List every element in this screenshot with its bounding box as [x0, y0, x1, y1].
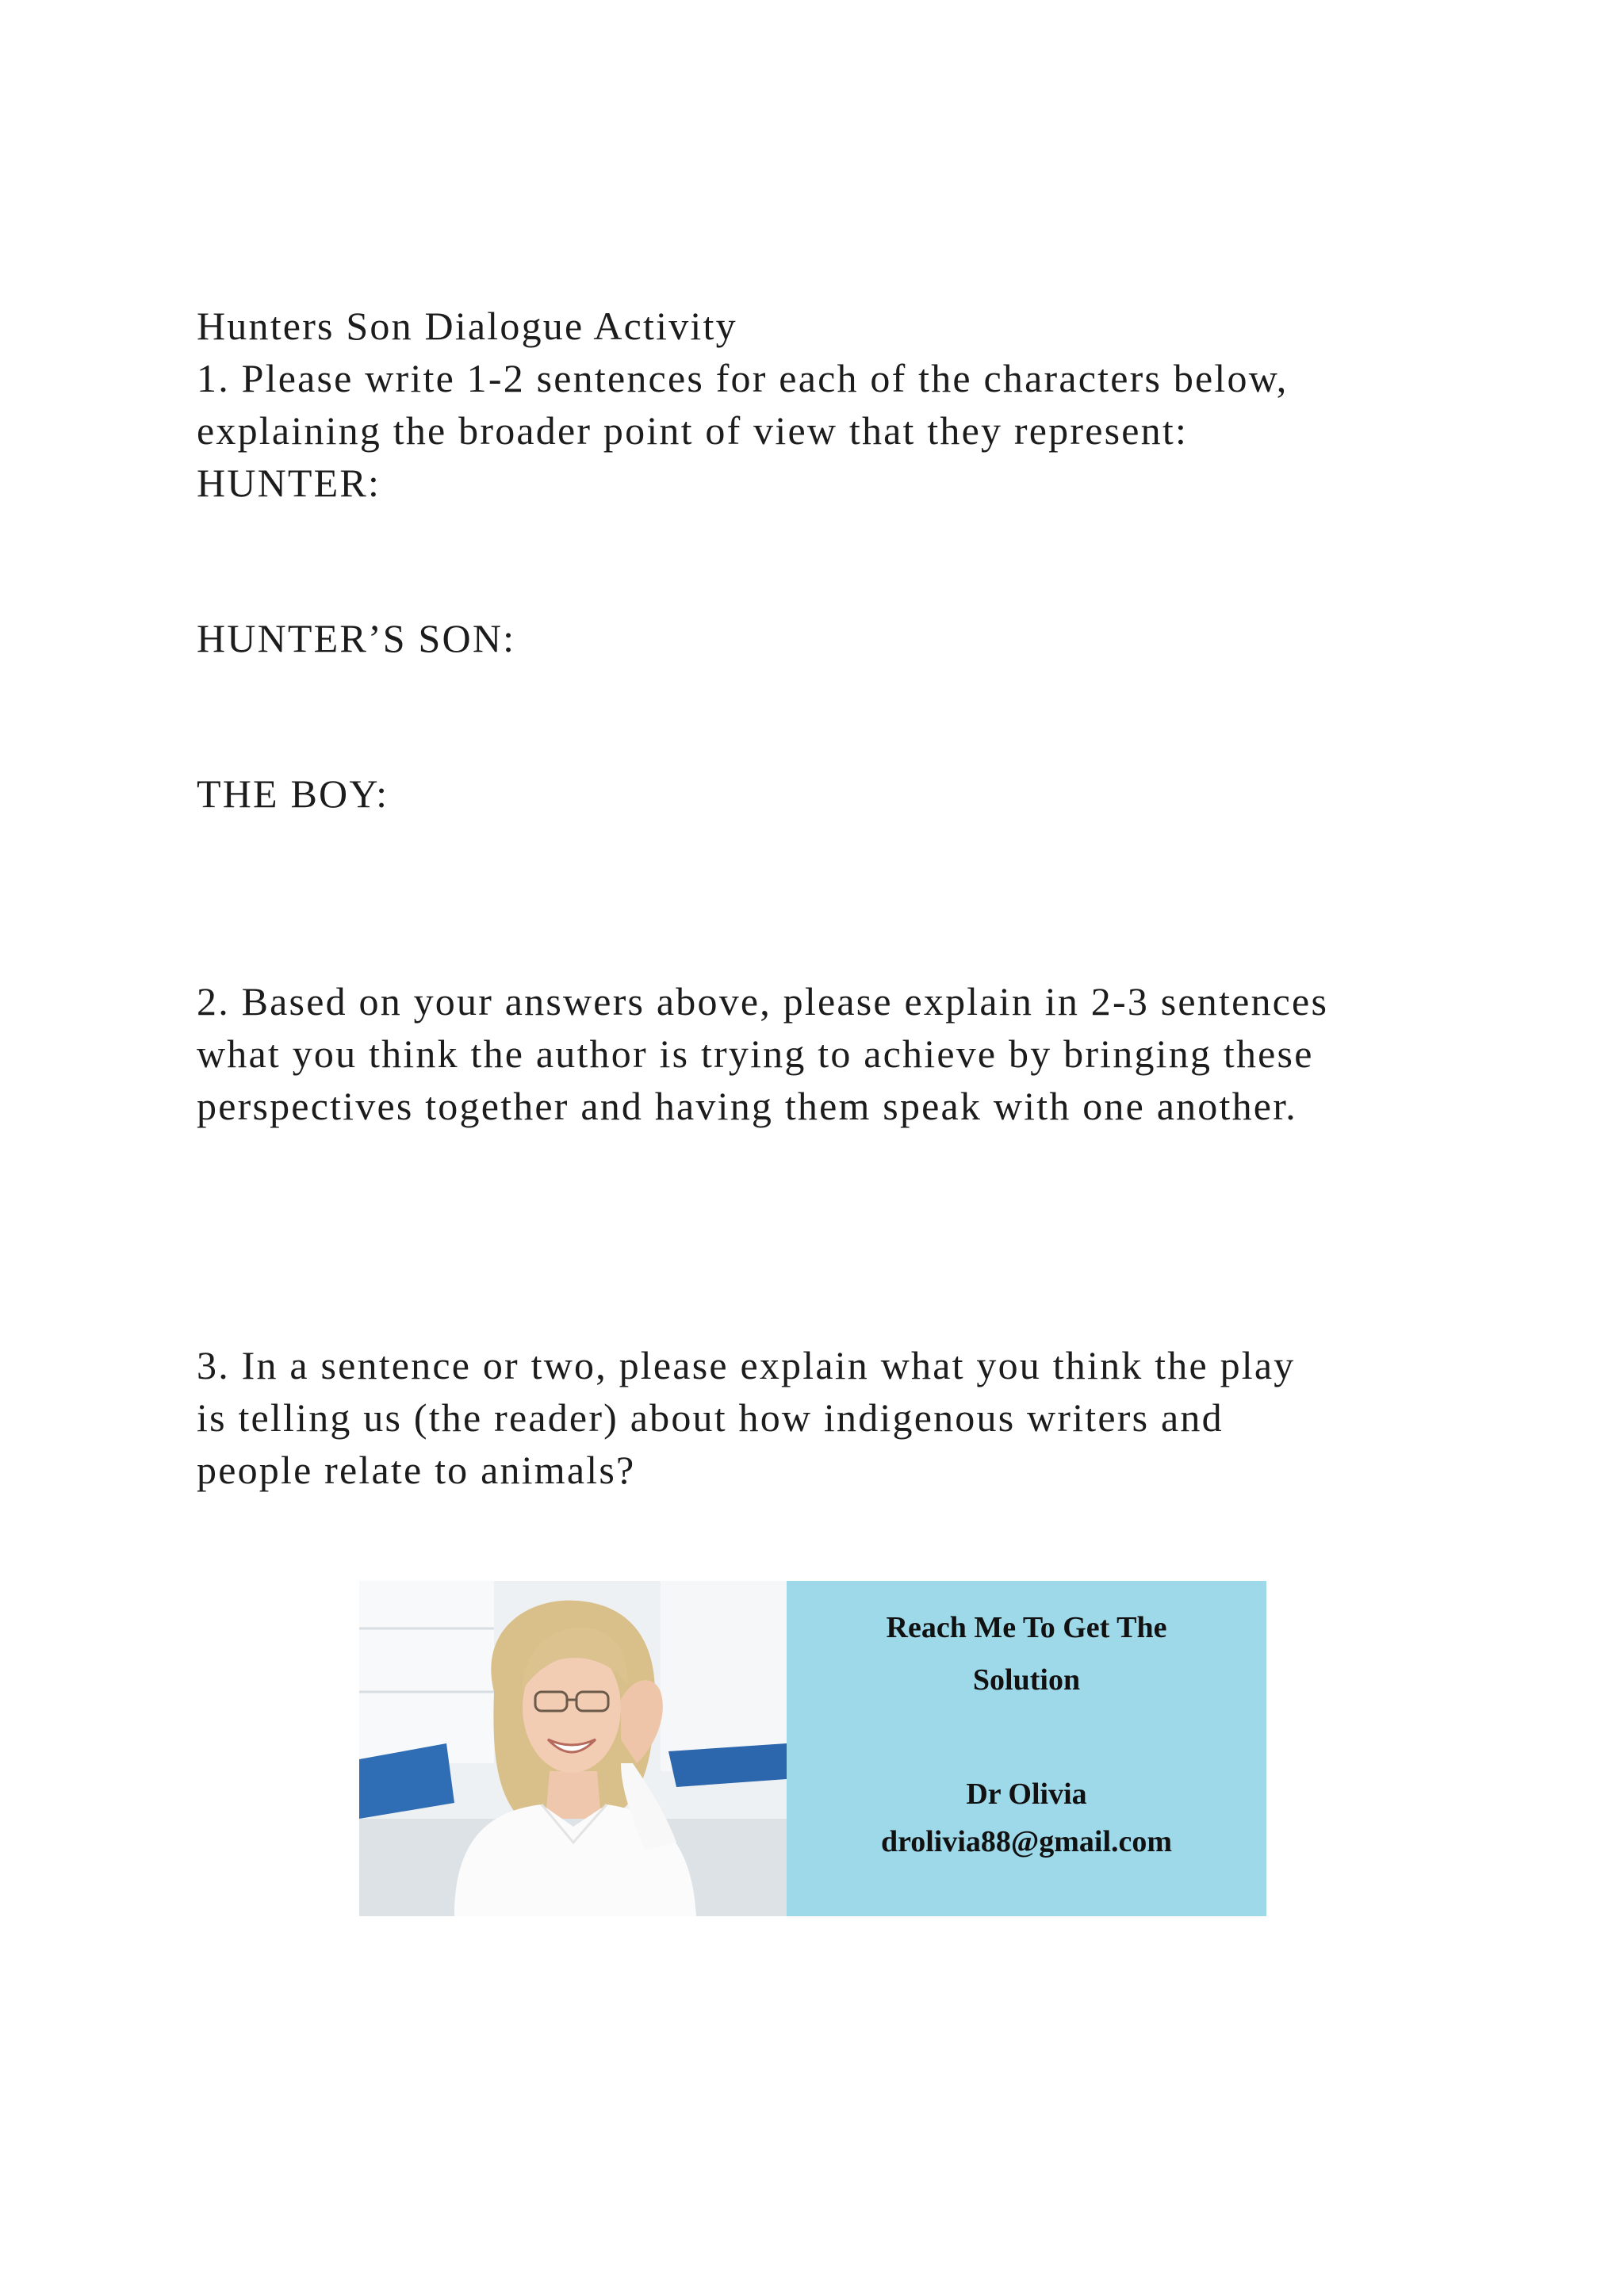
question-1-line-2: explaining the broader point of view that they represent:	[197, 408, 1189, 453]
boy-label: THE BOY:	[197, 771, 389, 816]
contact-info-panel	[787, 1581, 1266, 1916]
tutor-photo	[359, 1581, 787, 1916]
contact-banner	[359, 1581, 1266, 1916]
banner-line-2: Solution	[972, 1663, 1081, 1697]
hunter-label: HUNTER:	[197, 461, 381, 505]
question-2-line-1: 2. Based on your answers above, please explain in 2-3 sentences	[197, 979, 1329, 1024]
tutor-name: Dr Olivia	[966, 1777, 1087, 1811]
question-3-line-2: is telling us (the reader) about how indigenous writers and	[197, 1395, 1224, 1440]
woman-with-glasses-illustration	[359, 1581, 787, 1916]
question-2-line-3: perspectives together and having them speak with one another.	[197, 1084, 1297, 1128]
banner-line-1: Reach Me To Get The	[886, 1611, 1167, 1644]
question-3-line-3: people relate to animals?	[197, 1448, 636, 1492]
contact-email: drolivia88@gmail.com	[880, 1825, 1173, 1858]
question-3-line-1: 3. In a sentence or two, please explain what you think the play	[197, 1343, 1296, 1387]
hunters-son-label: HUNTER’S SON:	[197, 616, 516, 660]
document-title: Hunters Son Dialogue Activity	[197, 304, 737, 348]
question-2-line-2: what you think the author is trying to achieve by bringing these	[197, 1031, 1314, 1076]
question-1-line-1: 1. Please write 1-2 sentences for each of the characters below,	[197, 356, 1289, 400]
